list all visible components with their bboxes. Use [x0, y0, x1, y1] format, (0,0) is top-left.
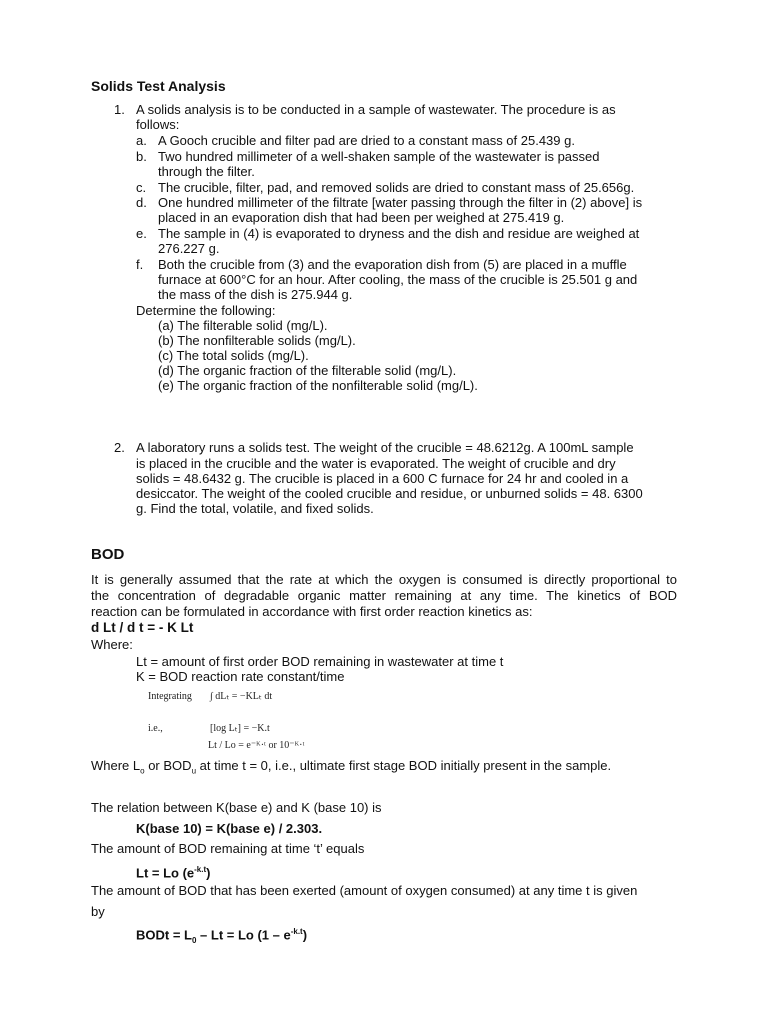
step-line: furnace at 600°C for an hour. After cooling, the mass of the crucible is 25.501 g and [158, 272, 638, 287]
section-title: BOD [91, 546, 125, 563]
step-line: A Gooch crucible and filter pad are dried to a constant mass of 25.439 g. [158, 133, 575, 148]
exponential-equation: Lt / Lo = e⁻ᴷ·ᵗ or 10⁻ᴷ·ᵗ [208, 740, 305, 751]
determine-item: (e) The organic fraction of the nonfilterable solid (mg/L). [158, 378, 478, 393]
log-equation: [log Lₜ] = −K.t [210, 723, 270, 734]
exerted-text: The amount of BOD that has been exerted (amount of oxygen consumed) at any time t is given [91, 883, 638, 898]
step-line: The crucible, filter, pad, and removed solids are dried to constant mass of 25.656g. [158, 180, 635, 195]
question-number: 2. [114, 440, 125, 455]
step-label: b. [136, 149, 147, 164]
step-line: 276.227 g. [158, 241, 220, 256]
bodt-equation: BODt = $L_0 - Lt = Lo$ $(1 - e^{-k.t})$ [136, 927, 308, 945]
paragraph-line: It is generally assumed that the rate at which the oxygen is consumed is directly proportional to [91, 572, 677, 587]
step-line: One hundred millimeter of the filtrate [water passing through the filter in (2) above] is [158, 195, 643, 210]
exerted-text: by [91, 904, 105, 919]
question-intro-line: A solids analysis is to be conducted in a sample of wastewater. The procedure is as [136, 102, 616, 117]
question-intro-line: follows: [136, 117, 180, 132]
where-lo-line: Where $L_o$ or $BOD_u$ at time t = 0, i.e., ultimate first stage BOD initially present in the sample. [91, 758, 612, 776]
step-line: The sample in (4) is evaporated to dryness and the dish and residue are weighed at [158, 226, 640, 241]
determine-item: (a) The filterable solid (mg/L). [158, 318, 328, 333]
step-line: placed in an evaporation dish that had been per weighed at 275.419 g. [158, 210, 565, 225]
determine-item: (d) The organic fraction of the filterable solid (mg/L). [158, 363, 457, 378]
question-line: A laboratory runs a solids test. The weight of the crucible = 48.6212g. A 100mL sample [136, 440, 634, 455]
determine-item: (b) The nonfilterable solids (mg/L). [158, 333, 356, 348]
determine-item: (c) The total solids (mg/L). [158, 348, 309, 363]
paragraph-line: reaction can be formulated in accordance with first order reaction kinetics as: [91, 604, 533, 619]
where-label: Where: [91, 637, 133, 652]
integrating-label: Integrating [148, 691, 192, 702]
question-line: g. Find the total, volatile, and fixed solids. [136, 501, 374, 516]
step-label: a. [136, 133, 147, 148]
question-line: is placed in the crucible and the water is evaporated. The weight of crucible and dry [136, 456, 616, 471]
step-label: c. [136, 180, 147, 195]
question-line: desiccator. The weight of the cooled crucible and residue, or unburned solids = 48. 6300 [136, 486, 643, 501]
question-line: solids = 48.6432 g. The crucible is placed in a 600 C furnace for 24 hr and cooled in a [136, 471, 629, 486]
paragraph-line: the concentration of degradable organic matter remaining at any time. The kinetics of BOD [91, 588, 677, 603]
step-label: d. [136, 195, 147, 210]
remaining-equation: Lt = Lo $(e^{-k.t})$ [136, 865, 211, 881]
definition-k: K = BOD reaction rate constant/time [136, 669, 345, 684]
remaining-intro: The amount of BOD remaining at time ‘t’ equals [91, 841, 365, 856]
step-line: Two hundred millimeter of a well-shaken sample of the wastewater is passed [158, 149, 600, 164]
ie-label: i.e., [148, 723, 163, 734]
relation-equation: K(base 10) = K(base e) / 2.303. [136, 821, 323, 836]
step-line: through the filter. [158, 164, 255, 179]
section-title: Solids Test Analysis [91, 78, 226, 94]
step-label: f. [136, 257, 144, 272]
rate-equation: d Lt / d t = - K Lt [91, 620, 194, 635]
step-line: the mass of the dish is 275.944 g. [158, 287, 353, 302]
relation-text: The relation between K(base e) and K (base 10) is [91, 800, 382, 815]
definition-lt: Lt = amount of first order BOD remaining in wastewater at time t [136, 654, 504, 669]
question-number: 1. [114, 102, 125, 117]
integral-equation: ∫ dLₜ = −KLₜ dt [210, 691, 273, 702]
step-line: Both the crucible from (3) and the evaporation dish from (5) are placed in a muffle [158, 257, 627, 272]
step-label: e. [136, 226, 147, 241]
determine-heading: Determine the following: [136, 303, 276, 318]
